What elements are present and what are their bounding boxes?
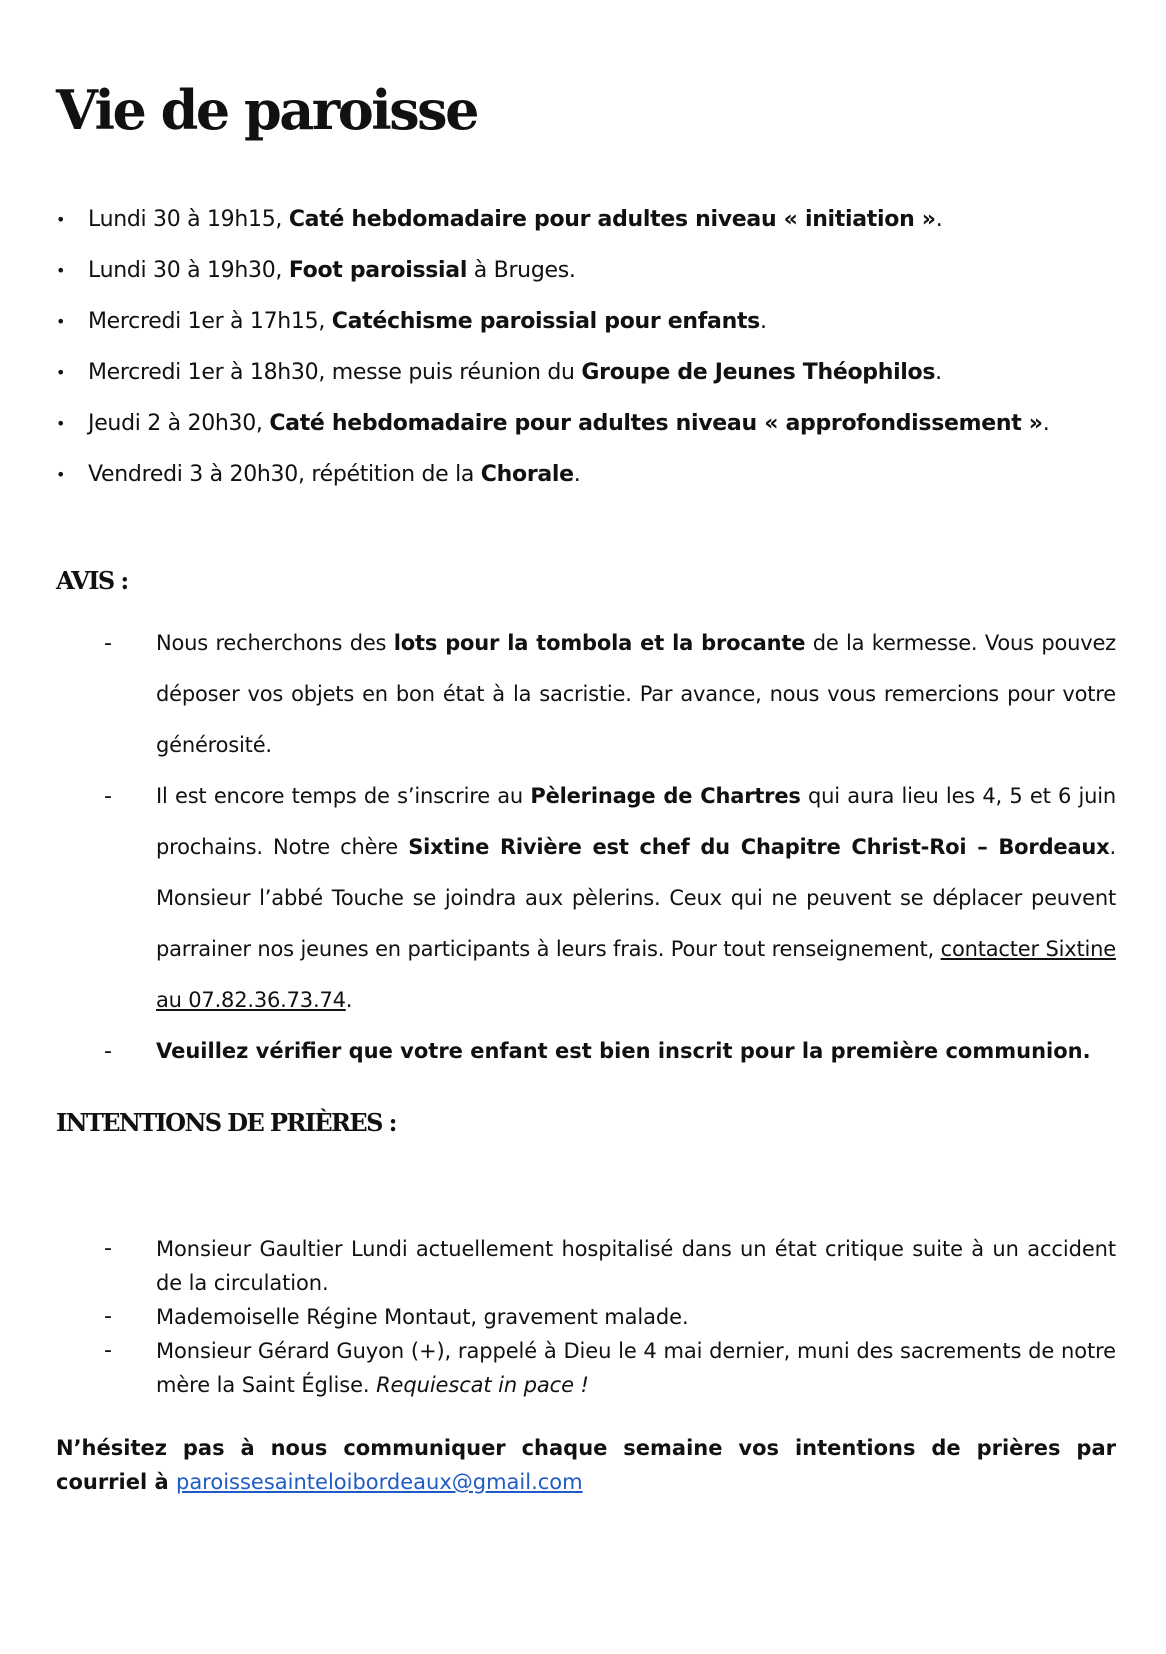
avis-text (156, 771, 1116, 1026)
dash-bullet: - (104, 784, 112, 809)
avis-item (56, 618, 1116, 771)
avis-text-bold: Pèlerinage de Chartres (530, 784, 801, 808)
prayer-text: Monsieur Gaultier Lundi actuellement hospitalisé dans un état critique suite à un accident de la circulation. (156, 1237, 1116, 1295)
dash-bullet: - (104, 1338, 112, 1363)
avis-text-part: . Monsieur l’abbé Touche se joindra aux pèlerins. Ceux qui ne peuvent se déplacer peuvent parrainer nos jeunes en participants à leurs frais. Pour tout renseignement, (156, 835, 1116, 961)
avis-text-part: de la kermesse. Vous pouvez déposer vos objets en bon état à la sacristie. Par avance, nous vous remercions pour votre générosité. (156, 631, 1116, 757)
agenda-date: Mercredi 1er à 18h30, messe puis réunion du (88, 360, 582, 385)
avis-text-bold: Sixtine Rivière est chef du Chapitre Christ-Roi – Bordeaux (408, 835, 1110, 859)
bullet-icon: • (56, 465, 66, 484)
agenda-date: Lundi 30 à 19h15, (88, 207, 289, 232)
dash-bullet: - (104, 631, 112, 656)
prayer-item (56, 1300, 1116, 1334)
prayers-heading: INTENTIONS DE PRIÈRES : (56, 1108, 396, 1137)
email-link[interactable]: paroissesainteloibordeaux@gmail.com (175, 1470, 583, 1494)
agenda-date: Vendredi 3 à 20h30, répétition de la (88, 462, 481, 487)
agenda-text (88, 358, 942, 388)
prayer-item (56, 1232, 1116, 1300)
bullet-icon: • (56, 210, 66, 229)
agenda-list (56, 205, 1116, 511)
agenda-suffix: à Bruges. (467, 258, 576, 283)
agenda-event: Caté hebdomadaire pour adultes niveau « initiation » (288, 207, 936, 232)
footer-text: N’hésitez pas à nous communiquer chaque semaine vos intentions de prières par courriel à (56, 1436, 1116, 1494)
dash-bullet: - (104, 1039, 112, 1064)
prayer-item (56, 1334, 1116, 1402)
avis-text-bold: lots pour la tombola et la brocante (393, 631, 806, 655)
avis-text: Veuillez vérifier que votre enfant est bien inscrit pour la première communion. (156, 1039, 1091, 1063)
agenda-event: Chorale (480, 462, 574, 487)
agenda-item (56, 307, 1116, 358)
avis-item (56, 771, 1116, 1026)
bullet-icon: • (56, 312, 66, 331)
agenda-event: Catéchisme paroissial pour enfants (331, 309, 760, 334)
prayer-text: Mademoiselle Régine Montaut, gravement malade. (156, 1305, 689, 1329)
agenda-suffix: . (573, 462, 581, 487)
avis-text (156, 618, 1116, 771)
agenda-event: Foot paroissial (288, 258, 468, 283)
prayer-text (156, 1334, 1116, 1402)
agenda-item (56, 256, 1116, 307)
agenda-item (56, 460, 1116, 511)
agenda-text (88, 460, 580, 490)
avis-item (56, 1026, 1116, 1077)
agenda-text (88, 307, 767, 337)
page-title: Vie de paroisse (56, 78, 477, 142)
bullet-icon: • (56, 414, 66, 433)
agenda-text (88, 409, 1049, 439)
footer-note (56, 1431, 1116, 1499)
bullet-icon: • (56, 363, 66, 382)
avis-heading: AVIS : (56, 566, 128, 595)
agenda-suffix: . (1042, 411, 1050, 436)
agenda-item (56, 358, 1116, 409)
dash-bullet: - (104, 1236, 112, 1261)
agenda-item (56, 205, 1116, 256)
agenda-text (88, 256, 576, 286)
avis-text-part: Nous recherchons des (156, 631, 394, 655)
agenda-suffix: . (935, 360, 942, 385)
agenda-event: Caté hebdomadaire pour adultes niveau « approfondissement » (269, 411, 1043, 436)
dash-bullet: - (104, 1304, 112, 1329)
avis-text-part: Il est encore temps de s’inscrire au (156, 784, 531, 808)
agenda-item (56, 409, 1116, 460)
prayer-list (56, 1232, 1116, 1402)
contact-link[interactable]: contacter Sixtine au 07.82.36.73.74 (156, 937, 1116, 1012)
agenda-event: Groupe de Jeunes Théophilos (581, 360, 936, 385)
bullet-icon: • (56, 261, 66, 280)
agenda-suffix: . (935, 207, 943, 232)
agenda-suffix: . (759, 309, 767, 334)
agenda-date: Mercredi 1er à 17h15, (88, 309, 332, 334)
prayer-latin: Requiescat in pace ! (376, 1373, 589, 1397)
avis-text-part: qui aura lieu les 4, 5 et 6 juin prochains. Notre chère (156, 784, 1116, 859)
avis-text-part: . (345, 988, 353, 1012)
agenda-date: Jeudi 2 à 20h30, (88, 411, 270, 436)
avis-list (56, 618, 1116, 1077)
agenda-date: Lundi 30 à 19h30, (88, 258, 289, 283)
prayer-text-part: Monsieur Gérard Guyon (+), rappelé à Dieu le 4 mai dernier, muni des sacrements de notre mère la Saint Église. (156, 1339, 1116, 1397)
agenda-text (88, 205, 942, 235)
